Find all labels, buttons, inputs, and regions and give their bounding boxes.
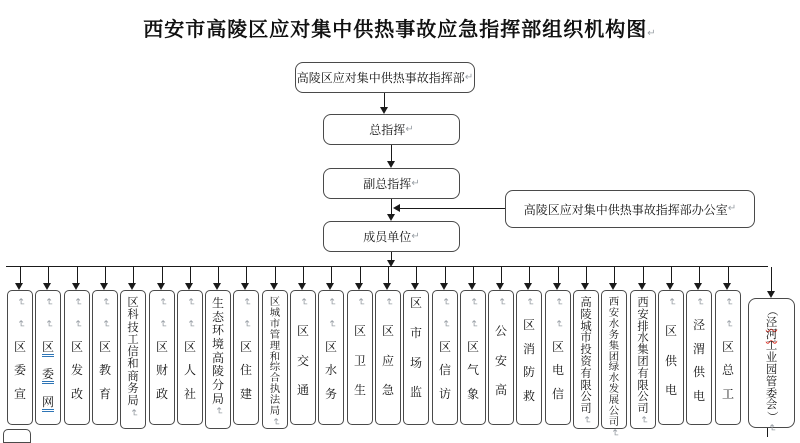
paragraph-mark: ↵: [99, 319, 111, 328]
node-member-units: [323, 221, 460, 252]
member-box-char: 区: [296, 323, 309, 338]
member-box-char: 防: [522, 365, 535, 380]
member-box-char: 委: [42, 368, 54, 384]
member-box-char: 委: [765, 386, 778, 400]
member-box-char: （: [765, 304, 779, 317]
member-box: [120, 290, 146, 429]
member-box: [601, 290, 627, 438]
member-box-char: 排: [637, 319, 649, 333]
member-box-char: 局: [269, 405, 281, 418]
member-box-char: 区: [239, 339, 252, 354]
paragraph-mark: ↵: [495, 297, 507, 307]
member-box-char: 资: [580, 354, 592, 368]
member-box-char: 城: [580, 319, 592, 333]
paragraph-mark: ↵: [439, 319, 451, 328]
member-box-char: 电: [551, 363, 564, 378]
member-box: [347, 290, 373, 425]
paragraph-mark: ↵: [14, 319, 26, 328]
arrow-down-icon: [468, 283, 476, 290]
member-box-char: 供: [664, 353, 677, 368]
arrow-left-icon: [393, 204, 400, 212]
member-box-char: 市: [409, 325, 422, 340]
arrow-down-icon: [72, 283, 80, 290]
member-box: [748, 298, 795, 433]
paragraph-mark: ↵: [14, 297, 26, 307]
page-title: [0, 13, 800, 42]
connector-line: [246, 267, 247, 283]
member-box-char: 有: [637, 366, 649, 380]
member-box-char: 区: [13, 339, 26, 354]
member-box-char: 气: [466, 363, 479, 378]
member-box: [460, 290, 486, 425]
member-box-char: 区: [183, 339, 196, 354]
node-commander: [323, 114, 460, 145]
paragraph-mark: ↵: [693, 297, 705, 307]
member-box-char: 局: [211, 391, 224, 406]
member-box-char: 环: [211, 323, 224, 338]
paragraph-mark: ↵: [439, 297, 451, 307]
connector-line: [558, 267, 559, 283]
member-box-char: 访: [438, 387, 451, 402]
connector-line: [501, 267, 502, 283]
member-box-char: 人: [183, 363, 196, 378]
paragraph-mark: ↵: [71, 319, 83, 328]
member-box-char: 应: [381, 353, 394, 368]
member-box-char: 司: [608, 415, 620, 428]
member-box-char: 改: [70, 387, 83, 402]
arrow-down-icon: [609, 283, 617, 290]
paragraph-mark: ↵: [71, 297, 83, 307]
arrow-down-icon: [440, 283, 448, 290]
member-box-char: 园: [765, 362, 778, 376]
member-box-char: 合: [269, 372, 281, 385]
arrow-down-icon: [383, 283, 391, 290]
member-box-char: 限: [637, 378, 649, 392]
paragraph-mark: ↵: [325, 297, 337, 307]
paragraph-mark: ↵: [382, 297, 394, 307]
member-box-char: 区: [127, 296, 139, 309]
paragraph-mark: ↵: [467, 297, 479, 307]
member-box-char: 水: [608, 372, 620, 385]
arrow-down-icon: [553, 283, 561, 290]
paragraph-mark: ↵: [42, 297, 54, 307]
paragraph-mark: ↵: [156, 319, 168, 328]
connector-line: [133, 267, 134, 283]
member-box-char: 水: [608, 317, 620, 330]
member-box-char: 局: [127, 394, 139, 408]
member-box-char: 渭: [692, 341, 705, 356]
member-box-char: 业: [765, 351, 778, 365]
node-office-label: 高陵区应对集中供热事故指挥部办公室: [523, 202, 728, 217]
node-office: [505, 190, 755, 228]
member-box-char: 生: [353, 383, 366, 398]
arrow-down-icon: [638, 283, 646, 290]
arrow-down-icon: [411, 283, 419, 290]
connector-line: [529, 267, 530, 283]
member-box-char: 场: [409, 355, 422, 370]
member-box-char: 区: [381, 323, 394, 338]
member-box-char: 集: [637, 343, 649, 357]
member-box: [233, 290, 259, 425]
member-box-char: 教: [98, 363, 111, 378]
paragraph-mark: ↵: [405, 123, 414, 135]
connector-line: [643, 267, 644, 283]
connector-line: [473, 267, 474, 283]
member-box-char: 区: [721, 339, 734, 354]
member-box: [630, 290, 656, 429]
member-box-char: 商: [127, 369, 139, 383]
arrow-down-icon: [128, 283, 136, 290]
member-box: [432, 290, 458, 425]
member-box: [262, 290, 288, 429]
member-box: [149, 290, 175, 425]
connector-line: [48, 267, 49, 283]
connector-line: [77, 267, 78, 283]
member-box: [488, 290, 514, 425]
member-box-char: 安: [494, 353, 507, 368]
arrow-down-icon: [15, 283, 23, 290]
connector-line: [331, 267, 332, 283]
member-box-char: 泾: [692, 317, 705, 332]
paragraph-mark: ↵: [722, 319, 734, 328]
paragraph-mark: ↵: [325, 319, 337, 328]
connector-line: [671, 267, 672, 283]
member-box-char: 和: [127, 357, 139, 371]
arrow-down-icon: [185, 283, 193, 290]
member-box-char: 区: [551, 339, 564, 354]
member-box: [177, 290, 203, 425]
page-title-text: 西安市高陵区应对集中供热事故应急指挥部组织机构图: [143, 17, 648, 41]
connector-line: [384, 93, 385, 107]
paragraph-mark: ↵: [297, 297, 309, 307]
member-box-char: 信: [127, 345, 139, 359]
arrow-down-icon: [581, 283, 589, 290]
member-box-char: 展: [608, 394, 620, 407]
member-box-char: 高: [580, 296, 592, 309]
arrow-down-icon: [524, 283, 532, 290]
member-box-char: 城: [269, 306, 281, 319]
member-box: [92, 290, 118, 425]
paragraph-mark: ↵: [727, 203, 737, 214]
member-box: [290, 290, 316, 425]
member-box-char: 科: [127, 308, 139, 322]
member-box-char: 安: [608, 306, 620, 319]
arrow-down-icon: [100, 283, 108, 290]
connector-line: [218, 267, 219, 283]
cutoff-box: [3, 429, 31, 443]
member-box-char: 区: [522, 317, 535, 332]
member-box-char: 公: [637, 390, 649, 404]
connector-line: [391, 252, 392, 260]
arrow-down-icon: [241, 283, 249, 290]
member-box: [205, 290, 231, 429]
connector-line: [416, 267, 417, 283]
member-box-char: 管: [765, 374, 778, 388]
member-box: [35, 290, 61, 425]
member-box-char: 象: [466, 387, 479, 402]
connector-line: [445, 267, 446, 283]
paragraph-mark: ↵: [722, 297, 734, 307]
member-box-char: 法: [269, 394, 281, 407]
member-box-char: 卫: [353, 353, 366, 368]
member-box-char: 区: [155, 339, 168, 354]
connector-line: [391, 199, 392, 214]
member-box-char: 交: [296, 353, 309, 368]
member-box-char: 务: [127, 382, 139, 396]
member-box-char: 公: [580, 390, 592, 404]
paragraph-mark: ↵: [411, 177, 420, 189]
member-box-char: 区: [70, 339, 83, 354]
member-box-char: 工: [721, 387, 734, 402]
member-box-char: 绿: [608, 361, 620, 374]
member-box-char: 团: [608, 350, 620, 363]
member-box-char: 泾: [765, 315, 778, 329]
member-box-char: 高: [211, 350, 224, 365]
connector-line: [614, 267, 615, 283]
member-box-char: 水: [324, 363, 337, 378]
member-box-char: 区: [42, 341, 54, 357]
member-box-char: 网: [42, 396, 54, 412]
member-box-char: 工: [765, 339, 778, 353]
member-box-char: 水: [637, 331, 649, 345]
member-box-char: 务: [324, 387, 337, 402]
arrow-down-icon: [380, 107, 388, 114]
member-box-char: 务: [608, 328, 620, 341]
member-box-char: 限: [580, 378, 592, 392]
member-box-char: 监: [409, 385, 422, 400]
member-box-char: 工: [127, 332, 139, 346]
paragraph-mark: ↵: [464, 71, 474, 83]
member-box-char: 境: [211, 336, 224, 351]
member-box: [403, 290, 429, 425]
member-box-char: 生: [211, 296, 224, 310]
member-box: [375, 290, 401, 425]
member-box: [573, 290, 599, 429]
member-box-char: 发: [608, 383, 620, 396]
member-box-char: 财: [155, 363, 168, 378]
arrow-down-icon: [355, 283, 363, 290]
member-box-char: 安: [637, 307, 649, 321]
paragraph-mark: ↵: [665, 297, 677, 307]
member-box-char: 技: [127, 320, 139, 334]
paragraph-mark: ↵: [411, 230, 420, 242]
member-box-char: 消: [522, 341, 535, 356]
member-box: [545, 290, 571, 425]
connector-line: [388, 267, 389, 283]
arrow-down-icon: [767, 291, 775, 298]
member-box-char: 总: [721, 363, 734, 378]
member-box-char: 区: [409, 296, 422, 310]
connector-line: [360, 267, 361, 283]
member-box-char: 区: [664, 323, 677, 338]
member-box-char: 区: [324, 339, 337, 354]
member-box-char: 区: [98, 339, 111, 354]
member-box: [318, 290, 344, 425]
member-box-char: 有: [580, 366, 592, 380]
paragraph-mark: ↵: [766, 423, 778, 433]
member-box-char: ）: [765, 411, 779, 423]
connector-line: [105, 267, 106, 283]
node-deputy-commander: [323, 168, 460, 199]
member-box-char: 电: [692, 389, 705, 404]
member-box-char: 团: [637, 354, 649, 368]
member-box-char: 陵: [211, 364, 224, 379]
paragraph-mark: ↵: [127, 408, 139, 417]
connector-line: [190, 267, 191, 283]
paragraph-mark: ↵: [269, 417, 281, 427]
connector-line: [586, 267, 587, 283]
arrow-down-icon: [666, 283, 674, 290]
connector-line: [20, 267, 21, 283]
member-box-char: 执: [269, 383, 281, 396]
node-headquarters-label: 高陵区应对集中供热事故指挥部: [296, 71, 465, 85]
member-box: [516, 290, 542, 425]
node-member-units-label: 成员单位: [363, 230, 412, 244]
member-box: [658, 290, 684, 425]
member-box-char: 和: [269, 350, 281, 363]
paragraph-mark: ↵: [608, 428, 620, 438]
member-box-char: 急: [381, 383, 394, 398]
arrow-down-icon: [694, 283, 702, 290]
paragraph-mark: ↵: [240, 319, 252, 328]
member-box-char: 河: [765, 327, 778, 341]
member-box: [7, 290, 33, 425]
member-box-char: 西: [637, 296, 649, 309]
connector-line: [275, 267, 276, 283]
member-box-char: 住: [239, 363, 252, 378]
member-box-char: 供: [692, 365, 705, 380]
member-box-char: 投: [580, 343, 592, 357]
member-box-char: 社: [183, 387, 196, 402]
paragraph-mark: ↵: [552, 297, 564, 307]
arrow-down-icon: [298, 283, 306, 290]
connector-line: [303, 267, 304, 283]
member-box-char: 管: [269, 328, 281, 341]
member-box-char: 区: [466, 339, 479, 354]
connector-line: [391, 145, 392, 161]
member-box-char: 政: [155, 387, 168, 402]
member-box-char: 会: [765, 398, 778, 412]
connector-line: [400, 208, 505, 209]
member-box-char: 市: [269, 317, 281, 330]
arrow-down-icon: [157, 283, 165, 290]
paragraph-mark: ↵: [552, 319, 564, 328]
member-box-char: 宣: [13, 387, 26, 402]
arrow-down-icon: [723, 283, 731, 290]
paragraph-mark: ↵: [240, 297, 252, 307]
paragraph-mark: ↵: [184, 319, 196, 328]
paragraph-mark: ↵: [156, 297, 168, 307]
member-box: [715, 290, 741, 425]
member-box-char: 信: [551, 387, 564, 402]
node-deputy-commander-label: 副总指挥: [363, 177, 412, 191]
member-box: [64, 290, 90, 425]
member-box-char: 公: [608, 405, 620, 418]
member-box-char: 发: [70, 363, 83, 378]
paragraph-mark: ↵: [523, 297, 535, 307]
paragraph-mark: ↵: [42, 319, 54, 328]
arrow-down-icon: [43, 283, 51, 290]
arrow-down-icon: [326, 283, 334, 290]
connector-line: [699, 267, 700, 283]
member-box-char: 高: [494, 383, 507, 398]
arrow-down-icon: [387, 214, 395, 221]
member-box-char: 委: [13, 363, 26, 378]
member-box-char: 西: [608, 296, 620, 308]
arrow-down-icon: [387, 161, 395, 168]
member-box-char: 司: [637, 402, 649, 416]
member-box-char: 救: [522, 389, 535, 404]
paragraph-mark: ↵: [637, 415, 649, 425]
connector-line: [771, 267, 772, 291]
connector-line: [162, 267, 163, 283]
paragraph-mark: ↵: [467, 319, 479, 328]
node-headquarters: [295, 62, 475, 93]
arrow-down-icon: [496, 283, 504, 290]
paragraph-mark: ↵: [354, 297, 366, 307]
member-box-char: 陵: [580, 307, 592, 321]
connector-line: [728, 267, 729, 283]
paragraph-mark: ↵: [580, 415, 592, 425]
member-box-char: 电: [664, 383, 677, 398]
member-box-char: 市: [580, 331, 592, 345]
member-box-char: 态: [211, 309, 224, 324]
member-box-char: 综: [269, 361, 281, 374]
member-box: [686, 290, 712, 425]
member-box-char: 区: [269, 296, 281, 308]
paragraph-mark: ↵: [212, 407, 224, 416]
arrow-down-icon: [270, 283, 278, 290]
member-box-char: 集: [608, 339, 620, 352]
paragraph-mark: ↵: [99, 297, 111, 307]
member-box-char: 育: [98, 387, 111, 402]
member-box-char: 理: [269, 339, 281, 352]
member-box-char: 信: [438, 363, 451, 378]
member-box-char: 区: [353, 323, 366, 338]
member-box-char: 建: [239, 387, 252, 402]
arrow-down-icon: [213, 283, 221, 290]
node-commander-label: 总指挥: [369, 123, 406, 137]
member-box-char: 通: [296, 383, 309, 398]
paragraph-mark: ↵: [184, 297, 196, 307]
paragraph-mark: ↵: [647, 28, 657, 39]
member-box-char: 司: [580, 402, 592, 416]
member-box-char: 分: [211, 377, 224, 392]
member-box-char: 公: [494, 323, 507, 338]
member-box-char: 区: [438, 339, 451, 354]
